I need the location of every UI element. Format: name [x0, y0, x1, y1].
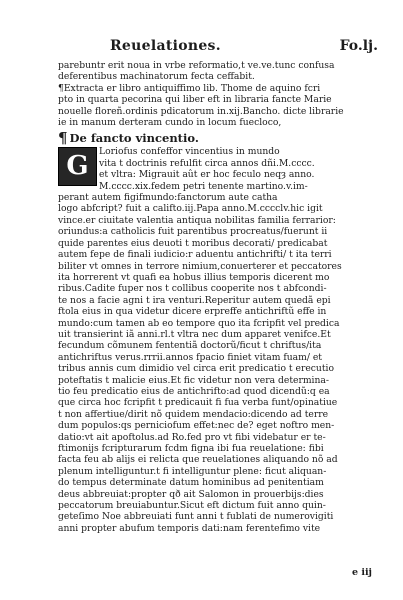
page-header — [58, 38, 378, 60]
text-line: peccatorum breuiabuntur.Sicut eft dictum fuit anno quin- — [58, 500, 326, 512]
text-line: facta feu ab alijs ei relicta que reuelationes aliquando nõ ad — [58, 454, 338, 466]
text-line: quide parentes eius deuoti t moribus decorati/ predicabat — [58, 237, 328, 249]
text-line: do tempus determinate datum hominibus ad penitentiam — [58, 477, 324, 489]
text-line: que circa hoc fcripfit t predicauit fi fua verba funt/opinatiue — [58, 397, 338, 409]
text-line: nouelle floreñ.ordinis pdicatorum in.xij.Bancho. dicte librarie — [58, 105, 344, 117]
signature-mark: e iij — [351, 567, 372, 578]
text-line: oriundus:a catholicis fuit parentibus procreatus/fuerunt ii — [58, 226, 328, 238]
text-line: deferentibus machinatorum fecta ceffabit. — [58, 71, 255, 83]
main-paragraph — [58, 146, 378, 534]
text-line: logo abfcript? fuit a califto.iij.Papa anno.M.cccclv.hic igit — [58, 203, 323, 215]
text-line: uit transierint iã anni.rl.t vltra nec dum apparet venifce.Et — [58, 328, 331, 340]
text-line: parebuntr erit noua in vrbe reformatio,t ve.ve.tunc confusa — [58, 60, 335, 71]
text-line: ftimonijs fcripturarum fcdm figna ibi fua reuelatione: fibi — [58, 443, 324, 454]
text-line: tribus annis cum dimidio vel circa erit predicatio t erecutio — [58, 363, 335, 375]
decorated-initial: G — [58, 147, 97, 186]
text-line: ¶Extracta er libro antiquiffimo lib. Thome de aquino fcri — [58, 82, 321, 94]
text-line: Loriofus confeffor vincentius in mundo — [99, 146, 280, 158]
section-title: De fancto vincentio. — [69, 131, 199, 146]
text-line: vince.er ciuitate valentia antiqua nobilitas familia ferrarior: — [58, 214, 336, 226]
text-line: geteſimo Noe abbreuiati funt anni t fublati de numerovigiti — [58, 511, 334, 523]
text-line: deus abbreuiat:propter qð ait Salomon in prouerbijs:dies — [58, 488, 324, 500]
text-line: fecundum cõmunem fententiã doctorũ/ficut t chriftus/ita — [58, 340, 322, 352]
pilcrow-icon: ¶ — [58, 129, 68, 148]
text-line: datio:vt ait apoftolus.ad Ro.fed pro vt fibi videbatur er te- — [58, 431, 326, 443]
text-line: ita horrerent vt quafi ea hobus illius temporis dicerent mo — [58, 271, 330, 283]
text-line: mundo:cum tamen ab eo tempore quo ita fcripfit vel predica — [58, 317, 340, 329]
running-title: Reuelationes. — [110, 38, 221, 54]
text-line: autem fepe de finali iudicio:r aduentu antichrifti/ t ita terri — [58, 249, 332, 261]
text-line: te nos a facie agni t ira venturi.Reperitur autem quedã epi — [58, 294, 331, 306]
text-line: dum populos:qs perniciofum effet:nec de? eget noftro men- — [58, 420, 335, 432]
text-line: ftola eius in qua videtur dicere erpreffe antichriftũ effe in — [58, 306, 327, 318]
text-line: biliter vt omnes in terrore nimium,conuerterer et peccatores — [58, 260, 342, 272]
text-line: t non affertiue/dirit nõ quidem mendacio:dicendo ad terre — [58, 408, 329, 420]
text-line: ribus.Cadite fuper nos t collibus cooperite nos t abfcondi- — [58, 283, 327, 295]
text-line: et vltra: Migrauit aût er hoc feculo neqȝ anno. — [99, 169, 315, 181]
text-line: perant autem figifmundo:fanctorum aute catha — [58, 192, 278, 204]
text-line: vita t doctrinis refulfit circa annos dñi.M.cccc. — [99, 157, 315, 169]
folio-number: Fo.lj. — [339, 38, 378, 54]
text-line: plenum intelliguntur.t fi intelliguntur plene: ficut aliquan- — [58, 465, 327, 477]
section-heading — [58, 130, 378, 146]
text-line: anni propter abufum temporis dati:nam ferentefimo vite — [58, 522, 321, 534]
text-line: antichriftus verus.rrrii.annos fpacio finiet vitam fuam/ et — [58, 351, 322, 363]
top-paragraph — [58, 60, 378, 128]
text-line: poteftatis t malicie eius.Et fic videtur non vera determina- — [58, 374, 329, 386]
text-line: M.cccc.xix.fedem petri tenente martino.v.im- — [99, 180, 308, 192]
book-page — [58, 38, 378, 578]
text-line: tio feu predicatio eius de antichrifto:ad quod dicendũ:q ea — [58, 385, 330, 397]
text-line: ie in manum derteram cundo in locum fuecloco, — [58, 117, 282, 129]
text-line: pto in quarta pecorina qui liber eft in libraria fancte Marie — [58, 94, 332, 106]
